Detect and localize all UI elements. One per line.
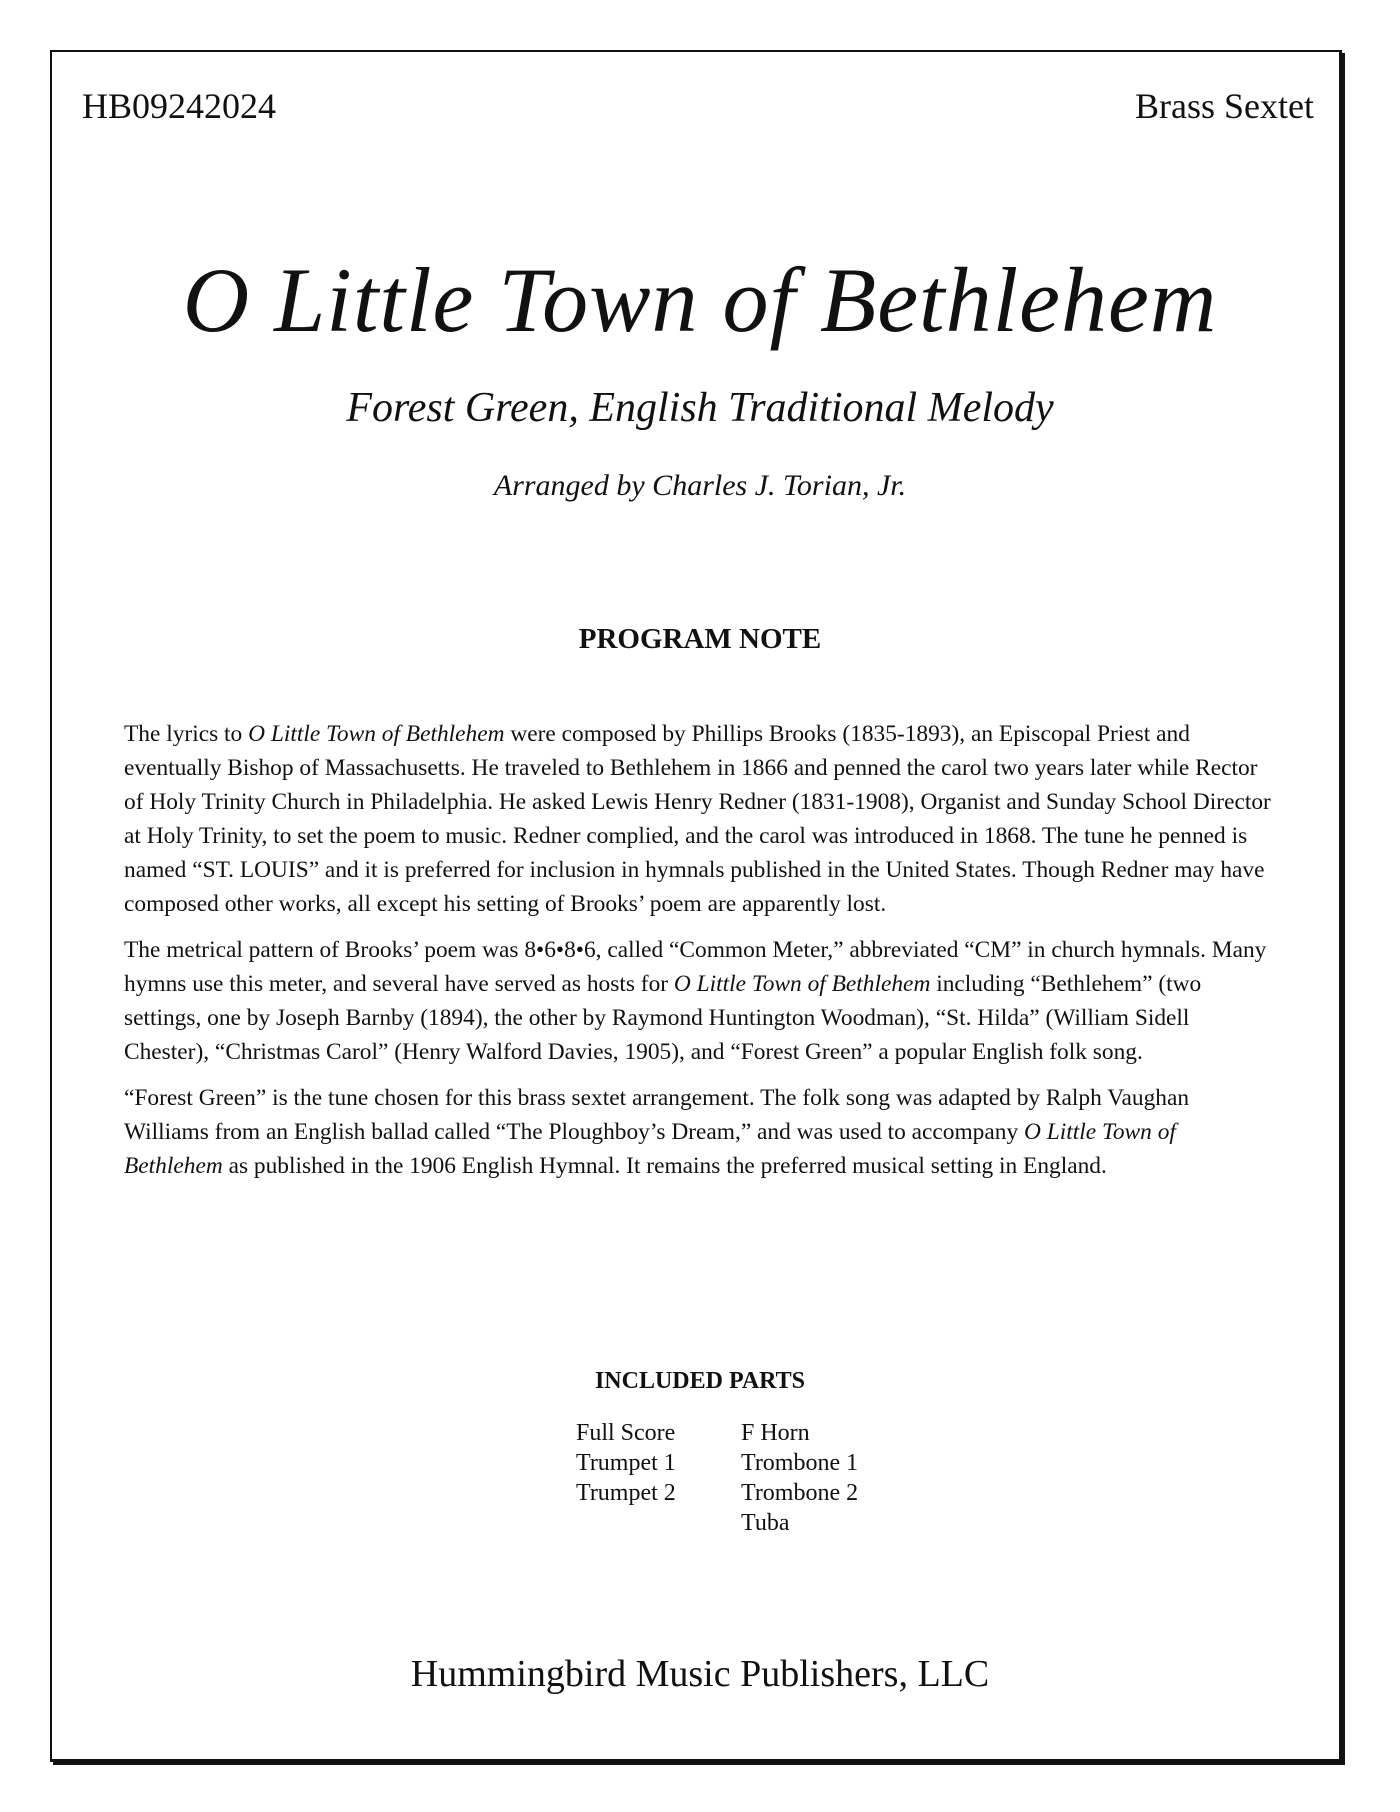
program-note-paragraph bbox=[124, 1081, 1276, 1183]
text-run: as published in the 1906 English Hymnal. It remains the preferred musical setting in England. bbox=[222, 1153, 1107, 1179]
text-run: including “Bethlehem” (two settings, one by Joseph Barnby (1894), the other by Raymond Huntington Woodman), “St. Hilda” (William Sidell Chester), “Christmas Carol” (Henry Walford Davies, 1905), and “Forest Green” a popular English folk song. bbox=[124, 971, 1202, 1065]
program-note-paragraph bbox=[124, 717, 1276, 921]
part-item: Trombone 1 bbox=[741, 1450, 859, 1476]
publisher-name: Hummingbird Music Publishers, LLC bbox=[410, 1653, 990, 1695]
parts-column-2 bbox=[741, 1418, 941, 1538]
parts-column-1 bbox=[576, 1418, 741, 1538]
subtitle: Forest Green, English Traditional Melody bbox=[346, 385, 1054, 431]
ensemble-label: Brass Sextet bbox=[1135, 86, 1314, 126]
part-item: F Horn bbox=[741, 1420, 810, 1446]
italic-title: O Little Town of Bethlehem bbox=[248, 721, 505, 747]
program-note-heading: PROGRAM NOTE bbox=[578, 623, 822, 655]
part-item: Tuba bbox=[741, 1510, 790, 1536]
page-title: O Little Town of Bethlehem bbox=[182, 249, 1218, 351]
part-item: Trombone 2 bbox=[741, 1480, 859, 1506]
part-item: Full Score bbox=[576, 1420, 676, 1446]
part-item: Trumpet 1 bbox=[576, 1450, 676, 1476]
program-note-body bbox=[124, 717, 1276, 1195]
text-run: were composed by Phillips Brooks (1835-1893), an Episcopal Priest and eventually Bishop of Massachusetts. He traveled to Bethlehem in 1866 and penned the carol two years later while Rector of Holy Trinity Church in Philadelphia. He asked Lewis Henry Redner (1831-1908), Organist and Sunday School Director at Holy Trinity, to set the poem to music. Redner complied, and the carol was introduced in 1868. The tune he penned is named “ST. LOUIS” and it is preferred for inclusion in hymnals published in the United States. Though Redner may have composed other works, all except his setting of Brooks’ poem are apparently lost. bbox=[124, 721, 1271, 917]
text-run: The lyrics to bbox=[124, 721, 249, 747]
included-parts-heading: INCLUDED PARTS bbox=[594, 1368, 806, 1394]
catalog-number: HB09242024 bbox=[82, 86, 277, 126]
program-note-paragraph bbox=[124, 933, 1276, 1069]
italic-title: O Little Town of Bethlehem bbox=[673, 971, 931, 997]
arranger-credit: Arranged by Charles J. Torian, Jr. bbox=[493, 469, 907, 502]
text-run: The metrical pattern of Brooks’ poem was 8•6•8•6, called “Common Meter,” abbreviated “CM” in church hymnals. Many hymns use this meter, and several have served as hosts for bbox=[124, 937, 1267, 997]
part-item: Trumpet 2 bbox=[576, 1480, 676, 1506]
included-parts-list bbox=[576, 1418, 941, 1538]
italic-title: O Little Town of Bethlehem bbox=[124, 1119, 1176, 1179]
text-run: “Forest Green” is the tune chosen for this brass sextet arrangement. The folk song was adapted by Ralph Vaughan Williams from an English ballad called “The Ploughboy’s Dream,” and was used to accompany bbox=[124, 1085, 1190, 1145]
